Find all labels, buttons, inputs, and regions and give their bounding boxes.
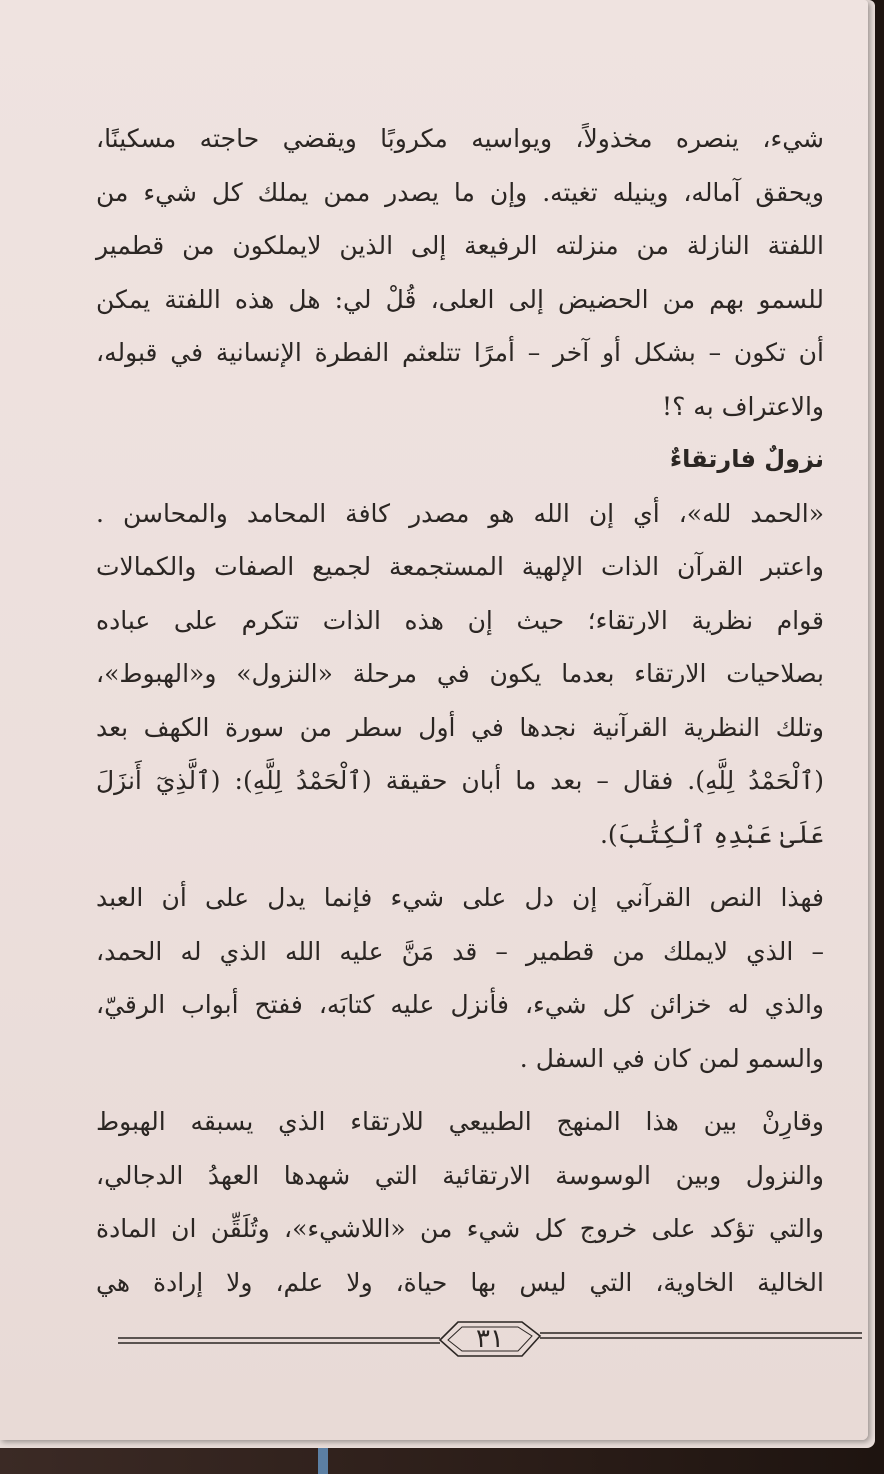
paragraph-4-line-3: والتي تؤكد على خروج كل شيء من «اللاشيء»، وتُلَقِّن ان المادة <box>96 1214 824 1243</box>
paragraph-4-line-4: الخالية الخاوية، التي ليس بها حياة، ولا علم، ولا إرادة هي <box>96 1267 824 1297</box>
paragraph-3-line-3: والذي له خزائن كل شيء، فأنزل عليه كتابَه، ففتح أبواب الرقيّ، <box>96 990 824 1019</box>
paragraph-4-line-2: والنزول وبين الوسوسة الارتقائية التي شهدها العهدُ الدجالي، <box>96 1160 824 1190</box>
page-number: ٣١ <box>476 1324 504 1354</box>
paragraph-1-line-5: أن تكون – بشكل أو آخر – أمرًا تتلعثم الفطرة الإنسانية في قبوله، <box>96 338 824 367</box>
paragraph-2-line-6: (ٱلْحَمْدُ لِلَّهِ). فقال – بعد ما أبان حقيقة (ٱلْحَمْدُ لِلَّهِ): (ٱلَّذِيٓ أَنزَلَ <box>96 766 824 795</box>
paragraph-3-line-1: فهذا النص القرآني إن دل على شيء فإنما يدل على أن العبد <box>96 883 824 912</box>
paragraph-1-line-2: ويحقق آماله، وينيله تغيته. وإن ما يصدر ممن يملك كل شيء من <box>96 177 824 207</box>
page-footer <box>118 1318 862 1362</box>
paragraph-gap <box>96 861 824 871</box>
paragraph-2-line-5: وتلك النظرية القرآنية نجدها في أول سطر من سورة الكهف بعد <box>96 712 824 742</box>
paragraph-2-line-7: عَلَىٰ عَبْدِهِ ٱلْكِتَٰبَ). <box>599 819 824 849</box>
paragraph-2-line-2: واعتبر القرآن الذات الإلهية المستجمعة لجميع الصفات والكمالات <box>96 552 824 581</box>
section-heading: نزولٌ فارتقاءٌ <box>669 445 824 473</box>
paragraph-1-line-1: شيء، ينصره مخذولاً، ويواسيه مكروبًا ويقضي حاجته مسكينًا، <box>96 124 824 153</box>
paragraph-4-line-1: وقارِنْ بين هذا المنهج الطبيعي للارتقاء الذي يسبقه الهبوط <box>96 1107 824 1136</box>
paragraph-gap <box>96 1085 824 1095</box>
paragraph-1-line-6: والاعتراف به ؟! <box>662 391 824 421</box>
page-body <box>96 112 824 1309</box>
bookmark-ribbon <box>318 1448 328 1474</box>
paragraph-1-line-3: اللفتة النازلة من منزلته الرفيعة إلى الذين لايملكون من قطمير <box>96 231 824 260</box>
paragraph-2-line-3: قوام نظرية الارتقاء؛ حيث إن هذه الذات تتكرم على عباده <box>96 605 824 635</box>
paragraph-1-line-4: للسمو بهم من الحضيض إلى العلى، قُلْ لي: هل هذه اللفتة يمكن <box>96 284 824 314</box>
paragraph-2-line-1: «الحمد لله»، أي إن الله هو مصدر كافة المحامد والمحاسن . <box>96 498 824 528</box>
paragraph-2-line-4: بصلاحيات الارتقاء بعدما يكون في مرحلة «النزول» و«الهبوط»، <box>96 659 824 688</box>
paragraph-3-line-2: – الذي لايملك من قطمير – قد مَنَّ عليه الله الذي له الحمد، <box>96 936 824 966</box>
paragraph-3-line-4: والسمو لمن كان في السفل . <box>519 1043 824 1073</box>
